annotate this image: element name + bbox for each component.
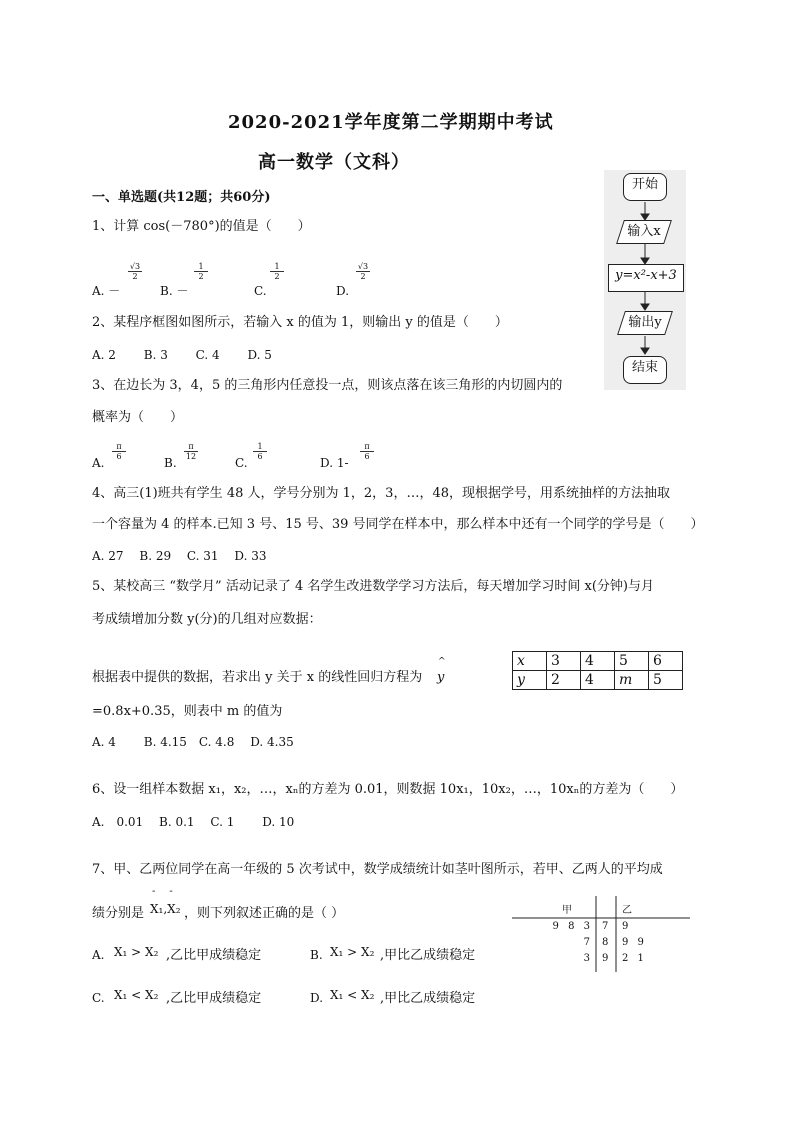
flowchart-process: y=x²-x+3: [608, 264, 684, 292]
q3-stem-line2: 概率为（ ）: [92, 410, 184, 425]
stem-leaf-right-leaves: 9: [622, 921, 629, 932]
table-cell: m: [615, 671, 649, 690]
q7-option-d-text: ,甲比乙成绩稳定: [380, 991, 476, 1006]
q1-c-fraction: $\frac{1}{2}$: [270, 262, 284, 281]
stem-leaf-left-leaves: 7: [583, 937, 590, 948]
q5-hat: ^: [438, 657, 446, 667]
q5-stem-line2: 考成绩增加分数 y(分)的几组对应数据：: [92, 612, 322, 627]
table-cell: 2: [547, 671, 581, 690]
stem-leaf-right-leaves: 9 9: [622, 937, 644, 948]
flowchart-output-label: 输出y: [628, 315, 662, 330]
q7-option-b-expr: X₁ > X₂: [330, 945, 375, 959]
stem-leaf-right-leaves: 2 1: [622, 953, 644, 964]
q1-option-a: A. －: [92, 284, 121, 298]
q1-option-c: C.: [254, 284, 267, 298]
q4-stem-line1: 4、高三(1)班共有学生 48 人，学号分别为 1，2，3，…，48，现根据学号，用系统抽样的方法抽取: [92, 486, 670, 501]
q7-option-d-label: D.: [310, 991, 324, 1005]
stem-leaf-right-header: 乙: [622, 905, 632, 916]
q3-c-fraction: $\frac{1}{6}$: [253, 442, 267, 461]
table-cell: y: [513, 671, 547, 690]
q7-option-c-label: C.: [92, 991, 105, 1005]
flowchart-output: [617, 311, 673, 335]
q4-options: A. 27 B. 29 C. 31 D. 33: [92, 549, 267, 563]
q7-bar-marks: --: [152, 886, 187, 897]
q3-d-fraction: $\frac{\pi}{6}$: [360, 442, 374, 461]
stem-leaf-plot: [512, 896, 690, 972]
q7-option-a-label: A.: [92, 948, 105, 962]
q7-stem-line2a: 绩分别是: [92, 906, 145, 921]
flowchart-start: 开始: [623, 173, 667, 201]
flowchart-input-label: 输入x: [627, 224, 661, 239]
q1-option-b: B. －: [160, 284, 189, 298]
q4-stem-line2: 一个容量为 4 的样本.已知 3 号、15 号、39 号同学在样本中，那么样本中还有一个同学的学号是（ ）: [92, 517, 704, 532]
q7-option-a-text: ,乙比甲成绩稳定: [166, 948, 262, 963]
q5-hat-variable: y: [437, 670, 445, 685]
table-cell: x: [513, 652, 547, 671]
q3-option-c: C.: [235, 456, 248, 470]
table-cell: 4: [581, 671, 615, 690]
exam-title: 2020-2021学年度第二学期期中考试: [228, 112, 554, 133]
q3-option-b: B.: [164, 456, 177, 470]
q5-stem-line1: 5、某校高三 “数学月” 活动记录了 4 名学生改进数学学习方法后，每天增加学习时间 x(分钟)与月: [92, 579, 654, 594]
q1-b-fraction: $\frac{1}{2}$: [194, 262, 208, 281]
q1-option-d: D.: [336, 284, 350, 298]
stem-leaf-left-leaves: 3: [583, 953, 590, 964]
q5-stem-line3: 根据表中提供的数据，若求出 y 关于 x 的线性回归方程为: [92, 670, 423, 685]
q3-stem-line1: 3、在边长为 3，4，5 的三角形内任意投一点，则该点落在该三角形的内切圆内的: [92, 378, 563, 393]
table-cell: 6: [649, 652, 683, 671]
q7-option-c-text: ,乙比甲成绩稳定: [166, 991, 262, 1006]
q3-a-fraction: $\frac{\pi}{6}$: [112, 442, 126, 461]
flowchart-end: 结束: [623, 356, 667, 384]
stem-leaf-stem: 7: [602, 921, 609, 932]
q5-stem-line4: =0.8x+0.35，则表中 m 的值为: [92, 704, 283, 719]
q6-stem: 6、设一组样本数据 x₁，x₂，…，xₙ的方差为 0.01，则数据 10x₁，10x₂，…，10xₙ的方差为（ ）: [92, 782, 684, 797]
table-cell: 5: [615, 652, 649, 671]
q2-options: A. 2 B. 3 C. 4 D. 5: [92, 348, 272, 362]
q7-option-b-label: B.: [310, 948, 323, 962]
q7-stem-line2c: ，则下列叙述正确的是（ ）: [184, 906, 345, 921]
flowchart-input: [616, 220, 672, 244]
q2-stem: 2、某程序框图如图所示，若输入 x 的值为 1，则输出 y 的值是（ ）: [92, 315, 508, 330]
q3-option-d: D. 1-: [320, 456, 349, 470]
q1-a-fraction: $\frac{√3}{2}$: [129, 262, 141, 281]
q7-stem-line1: 7、甲、乙两位同学在高一年级的 5 次考试中，数学成绩统计如茎叶图所示，若甲、乙两人的平均成: [92, 862, 663, 877]
table-cell: 3: [547, 652, 581, 671]
q5-options: A. 4 B. 4.15 C. 4.8 D. 4.35: [92, 735, 294, 749]
table-cell: 5: [649, 671, 683, 690]
q1-d-fraction: $\frac{√3}{2}$: [357, 262, 369, 281]
exam-subtitle: 高一数学（文科）: [258, 152, 410, 173]
stem-leaf-left-header: 甲: [562, 905, 572, 916]
stem-leaf-stem: 9: [602, 953, 609, 964]
q7-option-c-expr: X₁ < X₂: [114, 988, 159, 1002]
q7-option-b-text: ,甲比乙成绩稳定: [380, 948, 476, 963]
table-row: [513, 652, 683, 671]
q5-data-table: [512, 651, 683, 690]
table-cell: 4: [581, 652, 615, 671]
q3-option-a: A.: [92, 456, 105, 470]
table-row: [513, 671, 683, 690]
q7-option-a-expr: X₁ > X₂: [114, 945, 159, 959]
section-heading: 一、单选题(共12题；共60分): [92, 190, 271, 205]
stem-leaf-left-leaves: 9 8 3: [552, 921, 590, 932]
q6-options: A. 0.01 B. 0.1 C. 1 D. 10: [92, 815, 295, 829]
q7-option-d-expr: X₁ < X₂: [330, 988, 375, 1002]
q7-means: X₁,X₂: [150, 902, 181, 916]
stem-leaf-stem: 8: [602, 937, 609, 948]
q1-stem: 1、计算 cos(－780°)的值是（ ）: [92, 219, 311, 234]
q3-b-fraction: $\frac{\pi}{12}$: [185, 442, 197, 461]
